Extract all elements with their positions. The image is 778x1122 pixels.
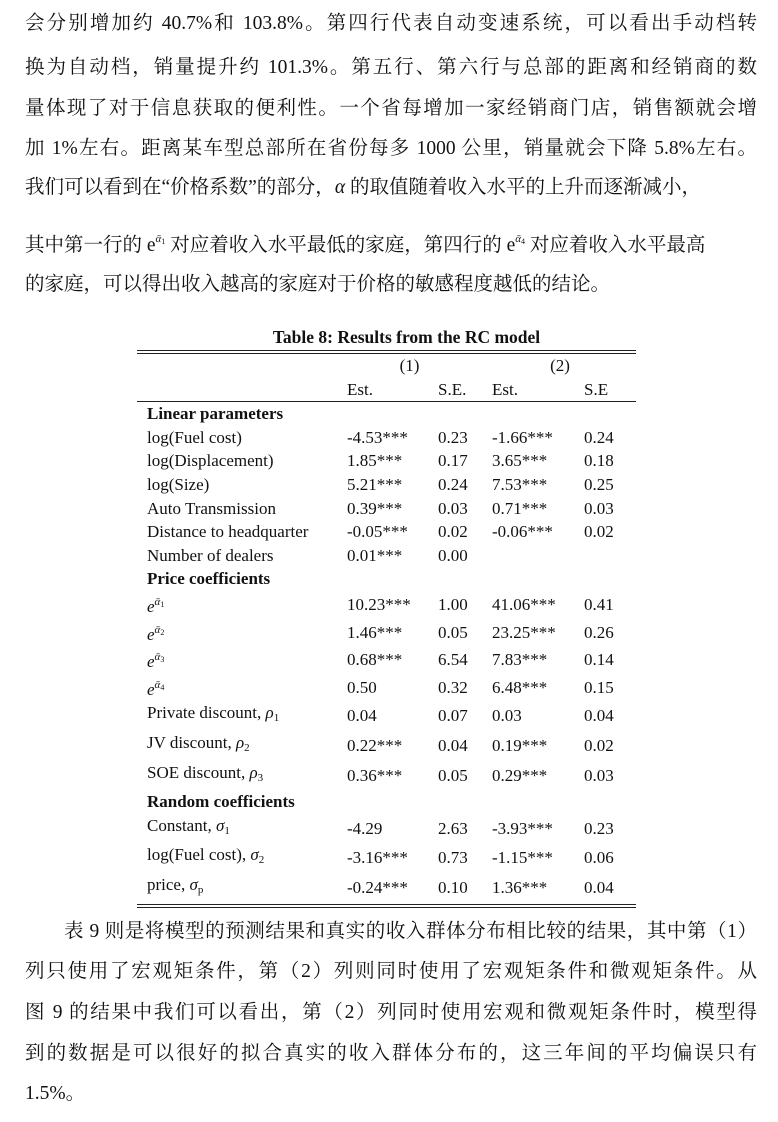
- text: 其中第一行的: [25, 235, 147, 256]
- row-label: log(Fuel cost): [147, 427, 242, 447]
- se-cell: 0.04: [438, 735, 468, 755]
- se-cell: 0.23: [584, 818, 614, 838]
- row-label-cell: [137, 701, 347, 731]
- se-cell: 0.05: [438, 622, 468, 642]
- table-row: [137, 814, 636, 844]
- row-label: JV discount,: [147, 732, 236, 752]
- table-row: [137, 544, 636, 568]
- text-line: 图 9 的结果中我们可以看出，第（2）列同时使用宏观和微观矩条件时，模型得: [25, 1002, 757, 1023]
- subscript: 2: [244, 741, 250, 754]
- row-label: Number of dealers: [147, 545, 274, 565]
- se-cell: 0.41: [584, 594, 614, 614]
- se-cell: 0.73: [438, 848, 468, 868]
- e-symbol: e: [147, 679, 155, 699]
- alpha-bar-symbol: ᾱ: [154, 651, 161, 664]
- column-header-row: [137, 378, 636, 402]
- text: 的取值随着收入水平的上升而逐渐减小，: [345, 177, 701, 198]
- row-label: price,: [147, 874, 190, 894]
- estimate-cell: 10.23***: [347, 594, 411, 614]
- row-label: log(Fuel cost),: [147, 845, 251, 865]
- estimate-cell: -0.24***: [347, 877, 408, 897]
- table-row: [137, 591, 636, 619]
- estimate-cell: 0.68***: [347, 650, 403, 670]
- section-heading: Random coefficients: [147, 792, 295, 812]
- se-cell: 2.63: [438, 818, 468, 838]
- row-label-cell: [137, 646, 347, 674]
- estimate-cell: 6.48***: [492, 677, 548, 697]
- estimate-cell: 0.04: [347, 706, 377, 726]
- estimate-cell: 0.03: [492, 706, 522, 726]
- group-header: (1): [399, 356, 420, 375]
- table-row: [137, 520, 636, 544]
- se-cell: 0.25: [584, 474, 614, 494]
- text-line: 表 9 则是将模型的预测结果和真实的收入群体分布相比较的结果，其中第（1）: [64, 921, 757, 942]
- subscript: 2: [160, 627, 165, 637]
- table-row: [137, 843, 636, 873]
- estimate-cell: -1.66***: [492, 427, 553, 447]
- table-row: [137, 449, 636, 473]
- table-title: Table 8: Results from the RC model: [272, 327, 541, 347]
- row-label-cell: [137, 520, 347, 544]
- table-row: [137, 619, 636, 647]
- row-label: SOE discount,: [147, 762, 250, 782]
- estimate-cell: 23.25***: [492, 622, 556, 642]
- se-cell: 0.03: [584, 765, 614, 785]
- text-line: [25, 175, 757, 201]
- greek-symbol: σ: [215, 815, 225, 835]
- greek-symbol: ρ: [235, 732, 245, 752]
- e-symbol: e: [147, 652, 155, 672]
- estimate-cell: -3.93***: [492, 818, 553, 838]
- section-heading: Linear parameters: [147, 404, 284, 424]
- estimate-cell: 0.50: [347, 677, 377, 697]
- column-header: Est.: [492, 378, 584, 402]
- se-cell: 0.14: [584, 650, 614, 670]
- row-label-cell: [137, 497, 347, 521]
- se-cell: 1.00: [438, 594, 468, 614]
- estimate-cell: 5.21***: [347, 474, 403, 494]
- se-cell: 0.02: [584, 522, 614, 542]
- row-label-cell: [137, 814, 347, 844]
- se-cell: 6.54: [438, 650, 468, 670]
- subscript: 3: [257, 771, 264, 784]
- table-row: [137, 674, 636, 702]
- e-symbol: e: [147, 624, 155, 644]
- subscript: 2: [258, 854, 265, 867]
- estimate-cell: 0.01***: [347, 545, 403, 565]
- table-row: [137, 701, 636, 731]
- alpha-symbol: α: [334, 177, 346, 198]
- estimate-cell: 41.06***: [492, 594, 556, 614]
- alpha-bar-symbol: ᾱ: [155, 233, 162, 245]
- row-label-cell: [137, 544, 347, 568]
- row-label: Auto Transmission: [147, 498, 276, 518]
- subscript: 3: [160, 655, 165, 665]
- se-cell: 0.24: [584, 427, 614, 447]
- row-label-cell: [137, 674, 347, 702]
- greek-symbol: ρ: [265, 703, 274, 723]
- se-cell: 0.04: [584, 706, 614, 726]
- estimate-cell: 7.83***: [492, 650, 548, 670]
- text-line: 到的数据是可以很好的拟合真实的收入群体分布的，这三年间的平均偏误只有: [25, 1043, 757, 1064]
- se-cell: 0.26: [584, 622, 614, 642]
- row-label-cell: [137, 591, 347, 619]
- group-header-row: [137, 354, 636, 378]
- text-line: 的家庭，可以得出收入越高的家庭对于价格的敏感程度越低的结论。: [25, 274, 611, 295]
- estimate-cell: -3.16***: [347, 848, 408, 868]
- text-line: 会分别增加约 40.7%和 103.8%。第四行代表自动变速系统，可以看出手动档转: [25, 13, 757, 34]
- estimate-cell: 0.22***: [347, 735, 403, 755]
- estimate-cell: 1.46***: [347, 622, 403, 642]
- text-line: 换为自动档，销量提升约 101.3%。第五行、第六行与总部的距离和经销商的数: [25, 57, 757, 78]
- column-header: S.E.: [438, 378, 492, 402]
- se-cell: 0.15: [584, 677, 614, 697]
- e-symbol: e: [146, 235, 156, 256]
- alpha-bar-symbol: ᾱ: [154, 678, 161, 691]
- estimate-cell: 7.53***: [492, 474, 548, 494]
- se-cell: 0.24: [438, 474, 468, 494]
- estimate-cell: 0.71***: [492, 498, 548, 518]
- e-symbol: e: [506, 235, 516, 256]
- text: 我们可以看到在“价格系数”的部分，: [25, 177, 335, 198]
- row-label-cell: [137, 731, 347, 761]
- table-row: [137, 646, 636, 674]
- text-line: [25, 226, 757, 259]
- estimate-cell: 0.39***: [347, 498, 403, 518]
- table-row: [137, 731, 636, 761]
- row-label-cell: [137, 873, 347, 903]
- section-row: [137, 402, 636, 426]
- alpha-bar-symbol: ᾱ: [154, 623, 161, 636]
- group-header: (2): [550, 356, 570, 375]
- table-row: [137, 873, 636, 903]
- subscript: 4: [521, 237, 526, 246]
- estimate-cell: -4.29: [347, 818, 383, 838]
- se-cell: 0.10: [438, 877, 468, 897]
- text-line: 1.5%。: [25, 1083, 86, 1104]
- estimate-cell: -0.05***: [347, 522, 408, 542]
- se-cell: 0.07: [438, 706, 468, 726]
- se-cell: 0.05: [438, 765, 468, 785]
- row-label-cell: [137, 761, 347, 791]
- estimate-cell: [492, 544, 584, 568]
- se-cell: 0.18: [584, 451, 614, 471]
- table-row: [137, 473, 636, 497]
- subscript: 4: [160, 682, 165, 692]
- text-line: 列只使用了宏观矩条件，第（2）列则同时使用了宏观矩条件和微观矩条件。从: [25, 961, 757, 982]
- table-row: [137, 426, 636, 450]
- table-row: [137, 761, 636, 791]
- estimate-cell: 1.85***: [347, 451, 403, 471]
- text-line: 量体现了对于信息获取的便利性。一个省每增加一家经销商门店，销售额就会增: [25, 98, 757, 119]
- column-header: Est.: [347, 378, 438, 402]
- se-cell: 0.02: [584, 735, 614, 755]
- estimate-cell: 1.36***: [492, 877, 548, 897]
- text: 对应着收入水平最低的家庭，第四行的: [165, 235, 507, 256]
- row-label-cell: [137, 426, 347, 450]
- alpha-bar-symbol: ᾱ: [154, 595, 161, 608]
- estimate-cell: 0.19***: [492, 735, 548, 755]
- row-label: Distance to headquarter: [147, 522, 309, 542]
- subscript: p: [197, 883, 204, 896]
- estimate-cell: -1.15***: [492, 848, 553, 868]
- estimate-cell: 3.65***: [492, 451, 548, 471]
- subscript: 1: [224, 824, 230, 837]
- greek-symbol: ρ: [249, 762, 258, 782]
- row-label: Private discount,: [147, 703, 266, 723]
- estimate-cell: -4.53***: [347, 427, 408, 447]
- estimate-cell: 0.29***: [492, 765, 548, 785]
- column-header: S.E: [584, 378, 636, 402]
- se-cell: 0.06: [584, 848, 614, 868]
- section-row: [137, 790, 636, 814]
- section-row: [137, 567, 636, 591]
- alpha-bar-symbol: ᾱ: [515, 233, 522, 245]
- se-cell: 0.03: [438, 498, 468, 518]
- results-table: [137, 326, 636, 908]
- subscript: 1: [273, 712, 280, 725]
- e-symbol: e: [147, 596, 155, 616]
- text-line: 加 1%左右。距离某车型总部所在省份每多 1000 公里，销量就会下降 5.8%左右。: [25, 138, 757, 159]
- se-cell: 0.02: [438, 522, 468, 542]
- bottom-rule: [137, 904, 636, 908]
- se-cell: 0.03: [584, 498, 614, 518]
- estimate-cell: -0.06***: [492, 522, 553, 542]
- greek-symbol: σ: [250, 845, 259, 865]
- se-cell: [584, 544, 636, 568]
- section-heading: Price coefficients: [147, 569, 271, 589]
- se-cell: 0.32: [438, 677, 468, 697]
- se-cell: 0.04: [584, 877, 614, 897]
- row-label: log(Size): [147, 474, 210, 494]
- se-cell: 0.00: [438, 545, 468, 565]
- estimate-cell: 0.36***: [347, 765, 403, 785]
- table-row: [137, 497, 636, 521]
- row-label-cell: [137, 473, 347, 497]
- row-label-cell: [137, 619, 347, 647]
- row-label: Constant,: [147, 815, 216, 835]
- se-cell: 0.23: [438, 427, 468, 447]
- math-exp: [147, 235, 165, 256]
- math-exp: [507, 235, 525, 256]
- subscript: 1: [160, 599, 165, 609]
- row-label-cell: [137, 843, 347, 873]
- se-cell: 0.17: [438, 451, 468, 471]
- row-label: log(Displacement): [147, 451, 274, 471]
- subscript: 1: [161, 237, 166, 246]
- greek-symbol: σ: [189, 874, 198, 894]
- row-label-cell: [137, 449, 347, 473]
- text: 对应着收入水平最高: [525, 235, 706, 256]
